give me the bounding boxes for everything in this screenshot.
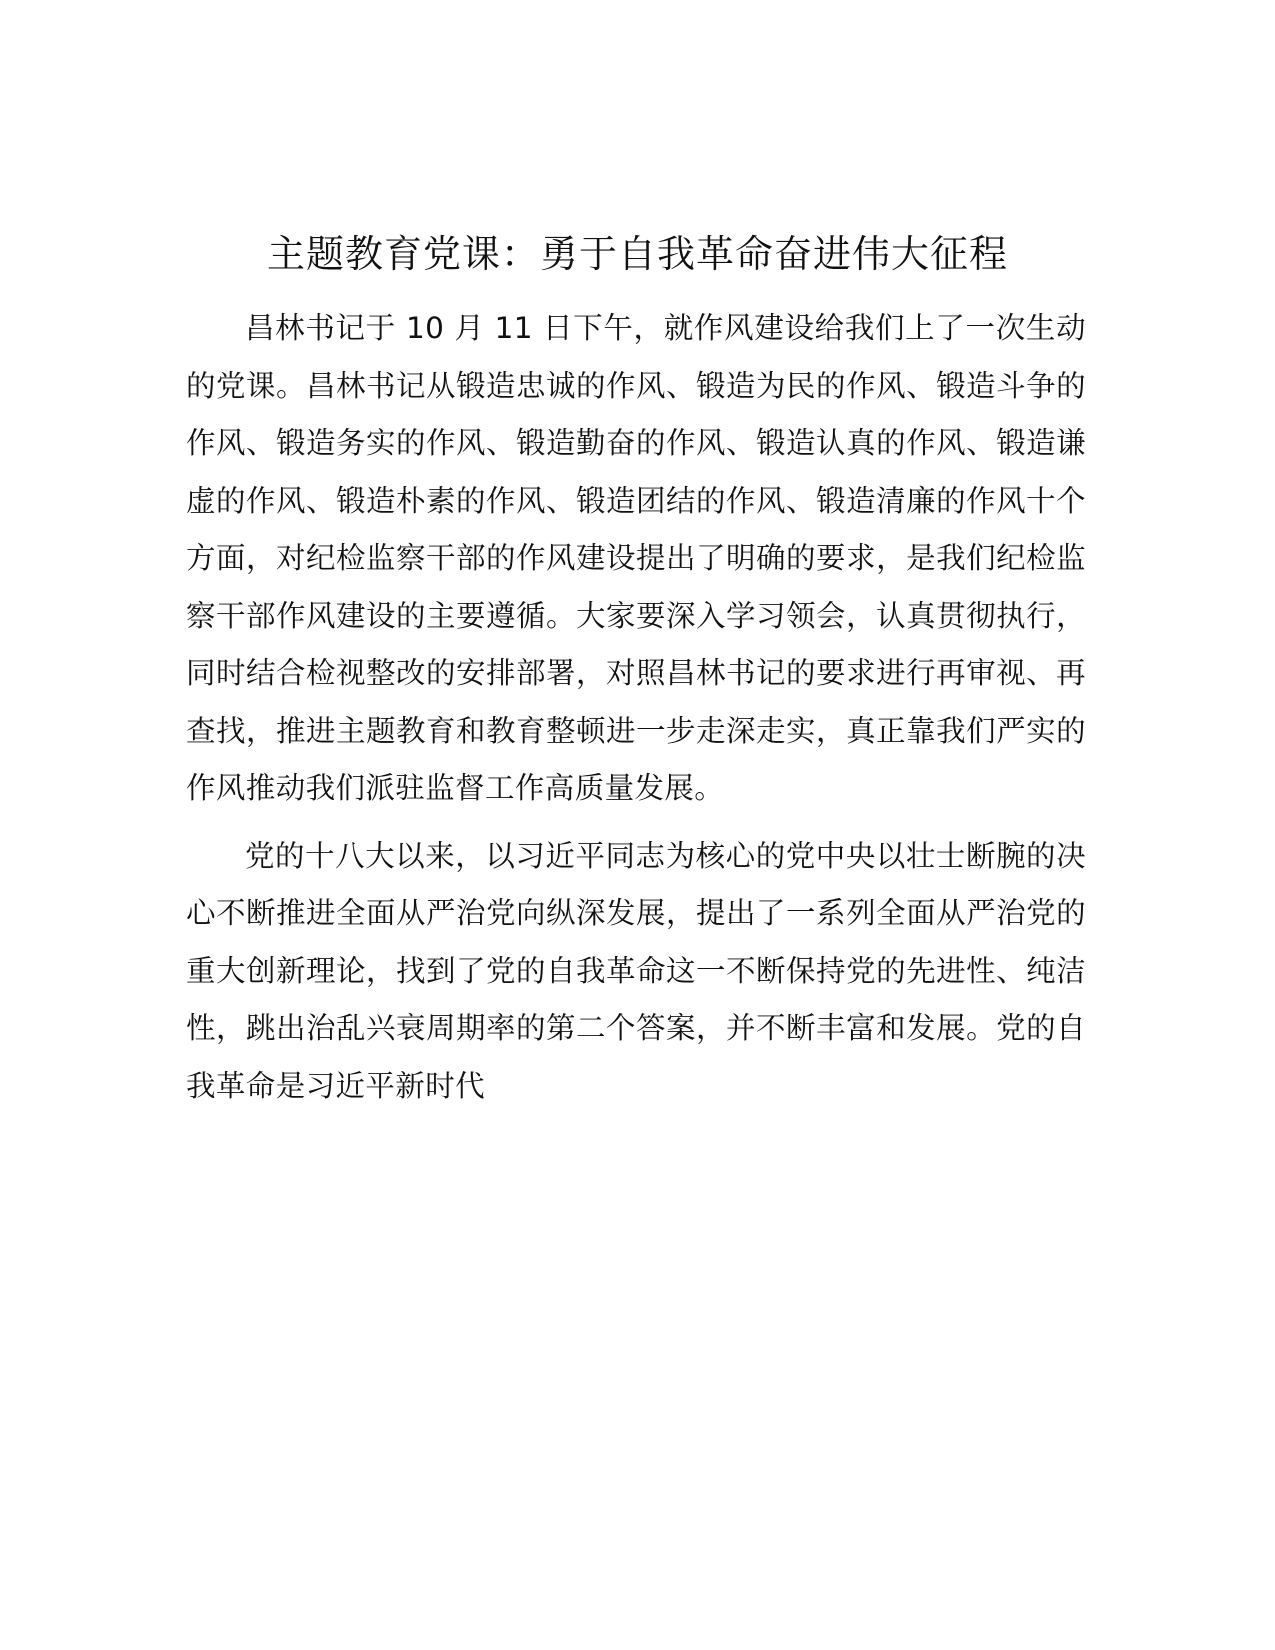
paragraph-1: 昌林书记于 10 月 11 日下午，就作风建设给我们上了一次生动的党课。昌林书记从锻造忠诚的作风、锻造为民的作风、锻造斗争的作风、锻造务实的作风、锻造勤奋的作风、锻造认真的作风、锻造谦虚的作风、锻造朴素的作风、锻造团结的作风、锻造清廉的作风十个方面，对纪检监察干部的作风建设提出了明确的要求，是我们纪检监察干部作风建设的主要遵循。大家要深入学习领会，认真贯彻执行，同时结合检视整改的安排部署，对照昌林书记的要求进行再审视、再查找，推进主题教育和教育整顿进一步走深走实，真正靠我们严实的作风推动我们派驻监督工作高质量发展。 xyxy=(186,311,1086,805)
document-body xyxy=(186,300,1086,1115)
paragraph-2: 党的十八大以来，以习近平同志为核心的党中央以壮士断腕的决心不断推进全面从严治党向纵深发展，提出了一系列全面从严治党的重大创新理论，找到了党的自我革命这一不断保持党的先进性、纯洁性，跳出治乱兴衰周期率的第二个答案，并不断丰富和发展。党的自我革命是习近平新时代 xyxy=(186,838,1086,1103)
document-title: 主题教育党课：勇于自我革命奋进伟大征程 xyxy=(266,232,1008,276)
